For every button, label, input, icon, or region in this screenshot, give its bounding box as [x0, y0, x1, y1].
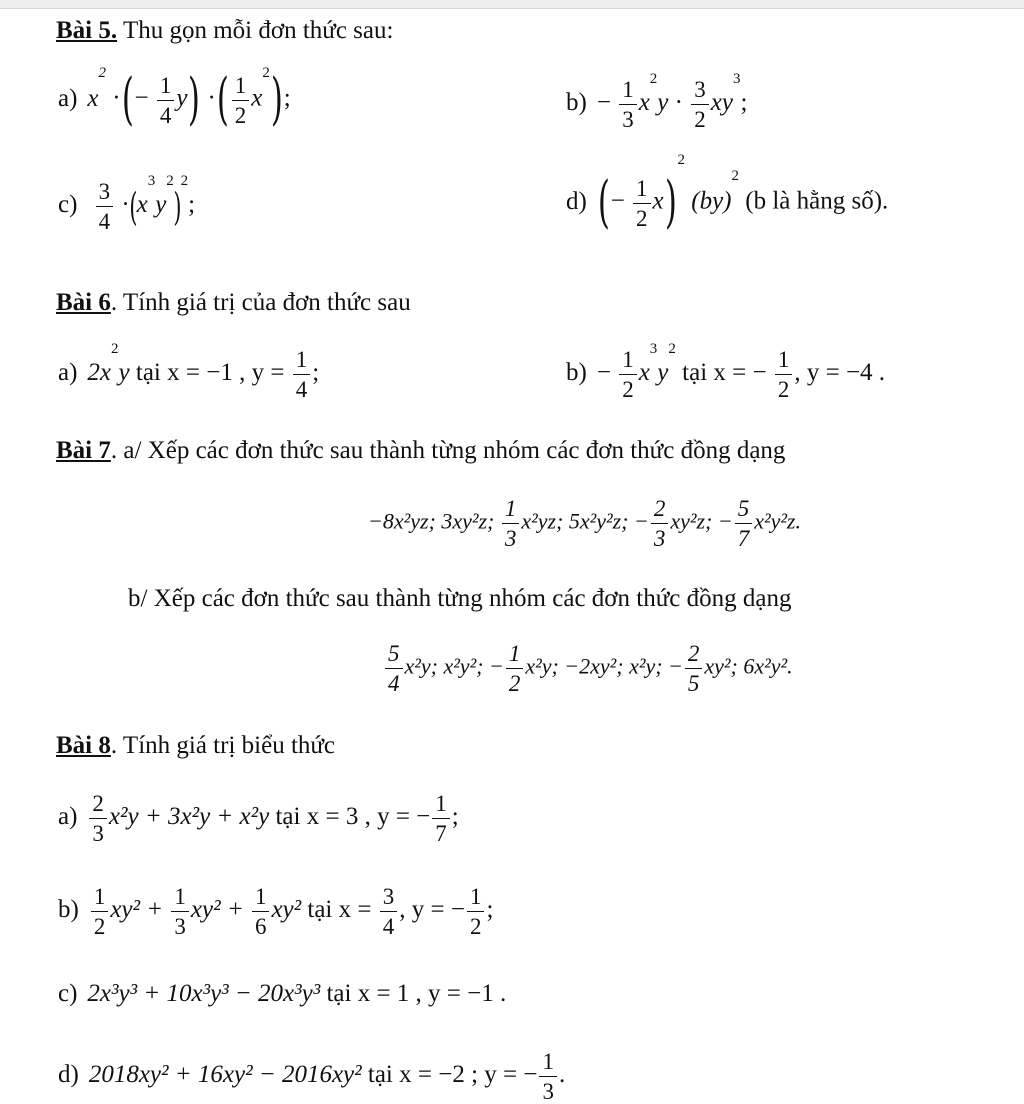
bai8-title: . Tính giá trị biểu thức [110, 732, 336, 759]
bai6-number: Bài 6 [56, 289, 111, 316]
top-toolbar-strip [0, 0, 1024, 9]
bai6-b: b) − $\frac{1}{2}$ $x^3y^2$ tại x = − $\frac{1}{2}$ , y = −4 . [566, 341, 886, 402]
bai7-title: . a/ Xếp các đơn thức sau thành từng nhóm các đơn thức đồng dạng [110, 437, 786, 464]
bai6-heading [56, 290, 411, 315]
bai8-number: Bài 8 [56, 732, 111, 759]
bai5-a: a) $x^2$ ·(− $\frac{1}{4}$ y) ·( $\frac{1}{2}$ $x^2$); [58, 65, 291, 132]
bai7-b-title: b/ Xếp các đơn thức sau thành từng nhóm các đơn thức đồng dạng [128, 585, 792, 612]
bai8-d: d) 2018xy² + 16xy² − 2016xy² tại x = −2 ; y = − $\frac{1}{3}$ . [58, 1049, 566, 1104]
bai7-number: Bài 7 [56, 437, 111, 464]
bai5-b: b) − $\frac{1}{3}$ $x^2y$ · $\frac{3}{2}$ $xy^3$; [566, 71, 748, 132]
bai5-heading [56, 18, 393, 43]
bai8-heading [56, 733, 335, 758]
bai8-c: c) 2x³y³ + 10x³y³ − 20x³y³ tại x = 1 , y = −1 . [58, 980, 507, 1007]
bai6-title: . Tính giá trị của đơn thức sau [110, 289, 411, 316]
bai7-a-expression: −8x²yz; 3xy²z; $\frac{1}{3}$ x²yz; 5x²y²z; − $\frac{2}{3}$ xy²z; − $\frac{5}{7}$ x²y²z. [368, 496, 801, 551]
bai6-a: a) $2x^2y$ tại x = −1 , y = $\frac{1}{4}$ ; [58, 341, 320, 402]
bai5-title: Thu gọn mỗi đơn thức sau: [122, 17, 394, 44]
bai8-a: a) $\frac{2}{3}$ x²y + 3x²y + x²y tại x = 3 , y = − $\frac{1}{7}$ ; [58, 791, 459, 846]
bai7-heading [56, 438, 785, 463]
bai5-number: Bài 5. [56, 17, 118, 44]
bai5-d: d) (− $\frac{1}{2}$ x)$^2$ (by)$^2$ (b là hằng số). [566, 152, 889, 235]
bai7-b-expression: $\frac{5}{4}$ x²y; x²y²; − $\frac{1}{2}$ x²y; −2xy²; x²y; − $\frac{2}{5}$ xy²; 6x²y². [383, 642, 793, 695]
bai5-c: c) $\frac{3}{4}$ $\cdot(x^3y^2)^2$; [58, 173, 196, 234]
bai8-b: b) $\frac{1}{2}$ xy² + $\frac{1}{3}$ xy² + $\frac{1}{6}$ xy² tại x = $\frac{3}{4}$ , y = − $\frac{1}{2}$ ; [58, 884, 494, 939]
